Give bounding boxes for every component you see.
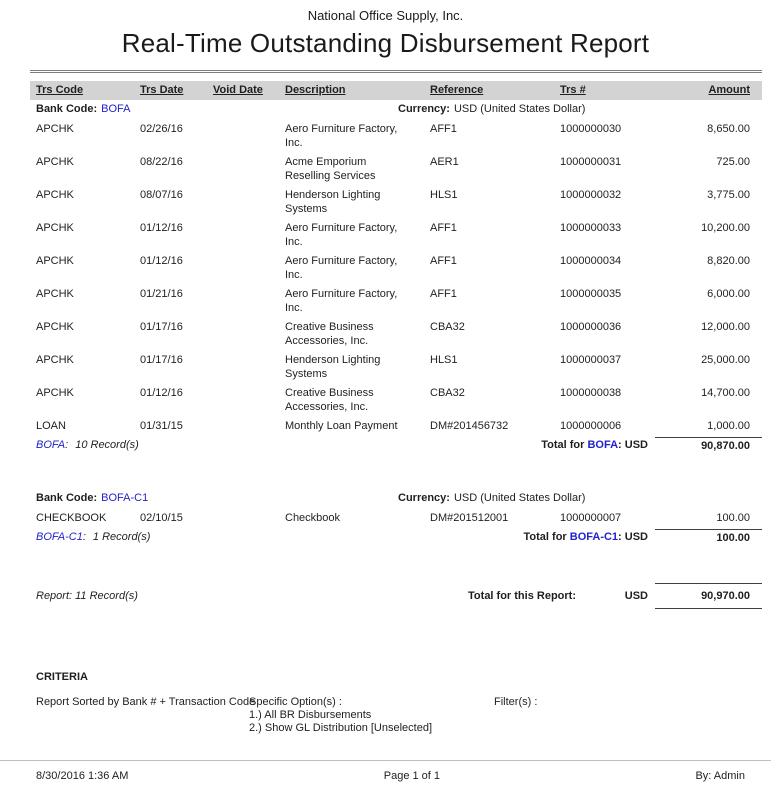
total-prefix: Total for xyxy=(523,531,567,543)
cell-trs-number: 1000000036 xyxy=(560,321,622,333)
cell-trs-code: APCHK xyxy=(36,387,74,399)
cell-trs-number: 1000000038 xyxy=(560,387,622,399)
cell-trs-number: 1000000033 xyxy=(560,222,622,234)
cell-reference: AER1 xyxy=(430,156,459,168)
total-suffix: : USD xyxy=(618,531,648,543)
cell-description: Creative Business Accessories, Inc. xyxy=(285,387,374,413)
column-header-reference: Reference xyxy=(430,84,484,96)
currency-group xyxy=(398,100,585,119)
section-total-amount: 100.00 xyxy=(655,529,762,547)
cell-description: Acme Emporium Reselling Services xyxy=(285,156,376,182)
criteria-option-2: 2.) Show GL Distribution [Unselected] xyxy=(249,722,433,734)
cell-void-date xyxy=(213,353,285,381)
cell-trs-date: 02/26/16 xyxy=(140,123,183,135)
report-total-label: Total for this Report: xyxy=(468,590,576,602)
cell-description: Aero Furniture Factory, Inc. xyxy=(285,123,398,149)
column-header-description: Description xyxy=(285,84,346,96)
cell-amount: 1,000.00 xyxy=(707,420,750,432)
transaction-row xyxy=(30,152,762,185)
cell-trs-code: APCHK xyxy=(36,123,74,135)
transaction-rows xyxy=(30,119,762,435)
bank-code-link[interactable]: BOFA xyxy=(587,439,619,451)
currency-group xyxy=(398,489,585,508)
cell-reference: AFF1 xyxy=(430,288,457,300)
bank-code-row xyxy=(30,100,762,119)
total-suffix: : USD xyxy=(618,439,648,451)
criteria-options-label: Specific Option(s) : xyxy=(249,696,342,708)
bank-code-link[interactable]: BOFA xyxy=(101,103,131,115)
section-record-count xyxy=(36,437,139,455)
cell-amount: 8,820.00 xyxy=(707,255,750,267)
criteria-filters-label: Filter(s) : xyxy=(494,696,538,708)
currency-label: Currency: xyxy=(398,103,450,115)
bank-code-link[interactable]: BOFA-C1 xyxy=(569,531,619,543)
section-total-label xyxy=(524,529,648,547)
cell-void-date xyxy=(213,419,285,433)
cell-void-date xyxy=(213,386,285,414)
cell-description: Creative Business Accessories, Inc. xyxy=(285,321,374,347)
cell-trs-code: LOAN xyxy=(36,420,66,432)
bank-code-link[interactable]: BOFA-C1 xyxy=(101,492,149,504)
currency-value: USD (United States Dollar) xyxy=(453,492,586,504)
footer-page-number: Page 1 of 1 xyxy=(383,770,441,782)
record-count-text: 1 Record(s) xyxy=(92,531,151,543)
column-header-trs-code: Trs Code xyxy=(36,84,84,96)
cell-reference: HLS1 xyxy=(430,354,458,366)
cell-amount: 100.00 xyxy=(716,512,750,524)
column-header-trs-date: Trs Date xyxy=(140,84,184,96)
company-name: National Office Supply, Inc. xyxy=(307,8,464,23)
bank-code-label: Bank Code: xyxy=(36,103,98,115)
cell-trs-number: 1000000030 xyxy=(560,123,622,135)
cell-trs-number: 1000000007 xyxy=(560,512,622,524)
report-body xyxy=(30,81,762,735)
record-separator: : xyxy=(82,531,86,543)
cell-trs-code: APCHK xyxy=(36,321,74,333)
record-separator: : xyxy=(65,439,69,451)
transaction-row xyxy=(30,218,762,251)
section-record-count xyxy=(36,529,150,547)
cell-description: Aero Furniture Factory, Inc. xyxy=(285,255,398,281)
page-title: Real-Time Outstanding Disbursement Report xyxy=(121,28,650,58)
cell-reference: DM#201456732 xyxy=(430,420,509,432)
cell-description: Aero Furniture Factory, Inc. xyxy=(285,222,398,248)
cell-void-date xyxy=(213,320,285,348)
cell-void-date xyxy=(213,254,285,282)
cell-trs-code: APCHK xyxy=(36,222,74,234)
transaction-row xyxy=(30,508,762,527)
cell-description: Checkbook xyxy=(285,512,341,524)
column-header-amount: Amount xyxy=(708,84,750,96)
transaction-row xyxy=(30,251,762,284)
cell-void-date xyxy=(213,511,285,525)
criteria-option-1: 1.) All BR Disbursements xyxy=(249,709,372,721)
bank-sections xyxy=(30,100,762,547)
cell-reference: DM#201512001 xyxy=(430,512,509,524)
bank-code-label: Bank Code: xyxy=(36,492,98,504)
cell-trs-date: 01/17/16 xyxy=(140,354,183,366)
cell-trs-number: 1000000037 xyxy=(560,354,622,366)
cell-amount: 6,000.00 xyxy=(707,288,750,300)
report-total-currency: USD xyxy=(624,590,648,602)
cell-amount: 25,000.00 xyxy=(701,354,750,366)
cell-trs-code: APCHK xyxy=(36,255,74,267)
cell-reference: HLS1 xyxy=(430,189,458,201)
cell-amount: 14,700.00 xyxy=(701,387,750,399)
cell-description: Aero Furniture Factory, Inc. xyxy=(285,288,398,314)
cell-reference: AFF1 xyxy=(430,222,457,234)
transaction-rows xyxy=(30,508,762,527)
cell-void-date xyxy=(213,122,285,150)
cell-trs-date: 01/12/16 xyxy=(140,387,183,399)
cell-trs-date: 01/31/15 xyxy=(140,420,183,432)
cell-amount: 3,775.00 xyxy=(707,189,750,201)
transaction-row xyxy=(30,185,762,218)
title-divider xyxy=(30,70,762,73)
table-header-row xyxy=(30,81,762,100)
cell-trs-date: 01/12/16 xyxy=(140,255,183,267)
cell-void-date xyxy=(213,188,285,216)
cell-trs-number: 1000000035 xyxy=(560,288,622,300)
cell-trs-code: CHECKBOOK xyxy=(36,512,107,524)
cell-trs-code: APCHK xyxy=(36,189,74,201)
transaction-row xyxy=(30,284,762,317)
cell-trs-code: APCHK xyxy=(36,288,74,300)
criteria-heading: CRITERIA xyxy=(36,671,88,683)
cell-trs-date: 01/12/16 xyxy=(140,222,183,234)
cell-void-date xyxy=(213,287,285,315)
report-total-row xyxy=(30,583,762,609)
section-total-amount: 90,870.00 xyxy=(655,437,762,455)
report-total-amount: 90,970.00 xyxy=(655,583,762,609)
cell-description: Monthly Loan Payment xyxy=(285,420,398,432)
transaction-row xyxy=(30,317,762,350)
cell-trs-number: 1000000006 xyxy=(560,420,622,432)
transaction-row xyxy=(30,350,762,383)
cell-reference: CBA32 xyxy=(430,387,465,399)
criteria-section xyxy=(30,671,762,735)
cell-trs-number: 1000000034 xyxy=(560,255,622,267)
cell-trs-date: 01/17/16 xyxy=(140,321,183,333)
cell-amount: 10,200.00 xyxy=(701,222,750,234)
bank-code-link[interactable]: BOFA xyxy=(36,439,66,451)
bank-section xyxy=(30,100,762,455)
criteria-sort-text: Report Sorted by Bank # + Transaction Code xyxy=(36,696,256,708)
column-header-void-date: Void Date xyxy=(213,84,263,96)
cell-reference: CBA32 xyxy=(430,321,465,333)
transaction-row xyxy=(30,119,762,152)
report-record-count: Report: 11 Record(s) xyxy=(36,590,138,602)
transaction-row xyxy=(30,416,762,435)
column-header-trs-number: Trs # xyxy=(560,84,586,96)
footer-user: By: Admin xyxy=(695,770,745,782)
record-count-text: 10 Record(s) xyxy=(75,439,139,451)
bank-section xyxy=(30,489,762,547)
bank-code-link[interactable]: BOFA-C1 xyxy=(36,531,83,543)
cell-description: Henderson Lighting Systems xyxy=(285,189,381,215)
section-total-label xyxy=(541,437,648,455)
section-total-row xyxy=(30,437,762,455)
cell-amount: 12,000.00 xyxy=(701,321,750,333)
cell-reference: AFF1 xyxy=(430,255,457,267)
cell-trs-code: APCHK xyxy=(36,156,74,168)
total-prefix: Total for xyxy=(541,439,585,451)
report-footer xyxy=(0,760,771,782)
cell-amount: 8,650.00 xyxy=(707,123,750,135)
cell-trs-date: 08/07/16 xyxy=(140,189,183,201)
criteria-options xyxy=(249,696,494,735)
currency-value: USD (United States Dollar) xyxy=(453,103,586,115)
cell-trs-date: 08/22/16 xyxy=(140,156,183,168)
cell-void-date xyxy=(213,155,285,183)
bank-code-row xyxy=(30,489,762,508)
transaction-row xyxy=(30,383,762,416)
cell-trs-date: 01/21/16 xyxy=(140,288,183,300)
section-total-row xyxy=(30,529,762,547)
footer-datetime: 8/30/2016 1:36 AM xyxy=(36,770,129,782)
cell-reference: AFF1 xyxy=(430,123,457,135)
cell-trs-number: 1000000032 xyxy=(560,189,622,201)
currency-label: Currency: xyxy=(398,492,450,504)
cell-description: Henderson Lighting Systems xyxy=(285,354,381,380)
cell-trs-number: 1000000031 xyxy=(560,156,622,168)
cell-amount: 725.00 xyxy=(716,156,750,168)
cell-trs-code: APCHK xyxy=(36,354,74,366)
cell-void-date xyxy=(213,221,285,249)
cell-trs-date: 02/10/15 xyxy=(140,512,183,524)
